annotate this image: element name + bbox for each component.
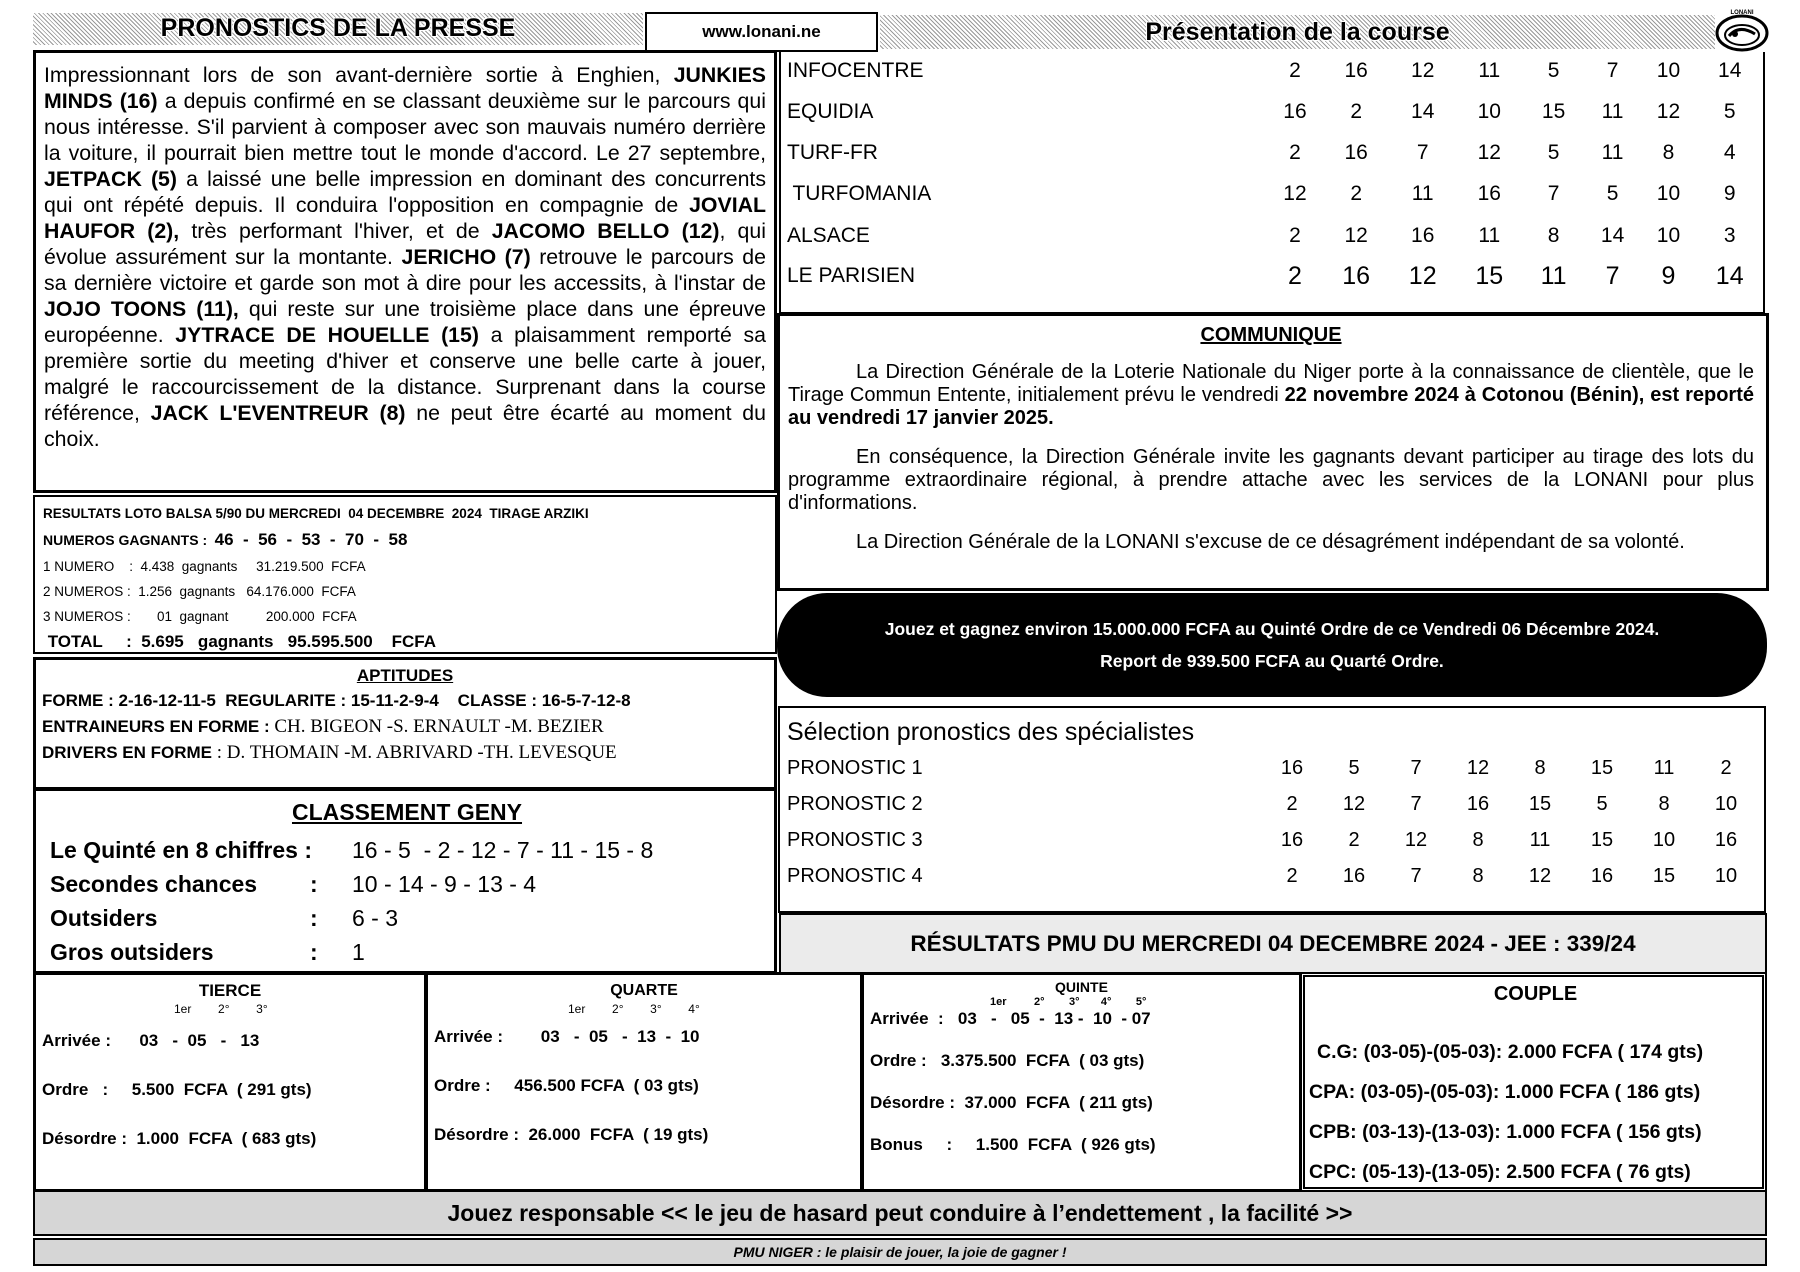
geny-colon: : [310, 871, 318, 897]
selection-row [787, 858, 1757, 894]
tierce-box [33, 972, 427, 1192]
press-number: 5 [1547, 141, 1560, 164]
geny-value: 6 - 3 [352, 905, 399, 931]
geny-row [50, 935, 764, 969]
geny-row [50, 867, 764, 901]
banner-line1: Jouez et gagnez environ 15.000.000 FCFA au Quinté Ordre de ce Vendredi 06 Décembre 2024. [884, 619, 1660, 639]
quarte-box [425, 972, 863, 1192]
pronostic-number: 11 [1653, 756, 1675, 779]
horse-name: JOJO TOONS (11), [44, 297, 239, 321]
slogan-text: PMU NIGER : le plaisir de jouer, la joie de gagner ! [733, 1244, 1067, 1260]
press-text-run: a plaisamment remporté sa première sortie du meeting d'hiver et conserve une belle carte à jouer, malgré le raccourcissement de la distance. Surprenant dans la course référence, [44, 323, 766, 425]
pronostic-label: PRONOSTIC 2 [787, 792, 923, 815]
press-text-run: a depuis confirmé en se classant deuxième sur le parcours qui nous intéresse. S'il parvient à composer avec son mauvais numéro derrière la voiture, il pourrait bien mettre tout le monde d'accord. Le 27 septembre, [44, 89, 766, 165]
pronostic-number: 16 [1280, 828, 1304, 851]
pronostic-number: 8 [1472, 864, 1484, 887]
press-number: 2 [1350, 100, 1362, 123]
press-number: 8 [1547, 224, 1560, 247]
press-number: 2 [1289, 141, 1301, 164]
aptitudes-box [33, 657, 777, 790]
pronostic-label: PRONOSTIC 1 [787, 756, 923, 779]
website-box [645, 12, 878, 52]
geny-title: CLASSEMENT GENY [291, 799, 523, 825]
press-number: 4 [1723, 141, 1736, 164]
press-number: 7 [1416, 141, 1429, 164]
press-number: 5 [1547, 59, 1560, 82]
selection-table [787, 750, 1757, 894]
aptitudes-entraineurs: ENTRAINEURS EN FORME : CH. BIGEON -S. ERNAULT -M. BEZIER [42, 716, 604, 737]
geny-label: Gros outsiders [50, 939, 214, 965]
press-number: 11 [1478, 59, 1501, 82]
pronostic-number: 12 [1528, 864, 1552, 887]
press-number: 7 [1605, 261, 1620, 290]
aptitudes-drivers: DRIVERS EN FORME : D. THOMAIN -M. ABRIVARD -TH. LEVESQUE [42, 742, 617, 763]
press-table-row [781, 134, 1763, 172]
press-number: 2 [1289, 59, 1301, 82]
geny-label: Le Quinté en 8 chiffres : [50, 837, 312, 863]
press-number: 12 [1344, 224, 1368, 247]
geny-label: Secondes chances [50, 871, 258, 897]
press-number: 16 [1344, 141, 1368, 164]
pronostic-number: 5 [1348, 756, 1360, 779]
pronostic-label: PRONOSTIC 4 [787, 864, 923, 887]
horse-name: JYTRACE DE HOUELLE (15) [175, 323, 479, 347]
pmu-title: RÉSULTATS PMU DU MERCREDI 04 DECEMBRE 2024 - JEE : 339/24 [910, 931, 1636, 956]
couple-cg: C.G: (03-05)-(05-03): 2.000 FCFA ( 174 gts) [1317, 1041, 1704, 1063]
geny-value: 1 [352, 939, 365, 965]
lonani-logo [1715, 12, 1769, 52]
aptitudes-title: APTITUDES [356, 666, 454, 685]
press-text-run: a laissé une belle impression en dominant des concurrents qui ont répété depuis. Il conduira l'opposition en compagnie de [44, 167, 766, 217]
pronostic-number: 2 [1348, 828, 1360, 851]
couple-cpa: CPA: (03-05)-(05-03): 1.000 FCFA ( 186 gts) [1309, 1081, 1701, 1103]
quarte-arrivee: Arrivée : 03 - 05 - 13 - 10 [434, 1027, 700, 1046]
press-number: 10 [1656, 182, 1681, 205]
geny-row [50, 833, 764, 867]
horse-name: JACOMO BELLO (12) [491, 219, 720, 243]
loto-line3: 3 NUMEROS : 01 gagnant 200.000 FCFA [43, 609, 357, 624]
press-number: 16 [1477, 182, 1501, 205]
press-table-row [781, 256, 1763, 296]
loto-box [33, 495, 777, 654]
press-number: 5 [1606, 182, 1619, 205]
pronostic-number: 16 [1590, 864, 1614, 887]
course-title: Présentation de la course [1145, 18, 1450, 46]
pmu-title-bar [779, 913, 1767, 974]
slogan-bar [33, 1238, 1767, 1266]
pronostic-number: 15 [1652, 864, 1676, 887]
banner-line2: Report de 939.500 FCFA au Quarté Ordre. [1100, 651, 1444, 671]
press-number: 14 [1715, 261, 1744, 290]
press-number: 2 [1350, 182, 1362, 205]
geny-colon: : [310, 905, 318, 931]
press-source-name: ALSACE [787, 224, 870, 247]
couple-box [1300, 972, 1767, 1192]
press-source-name: INFOCENTRE [787, 59, 924, 82]
pronostic-number: 12 [1466, 756, 1490, 779]
quinte-title: QUINTE [1055, 979, 1108, 995]
press-number: 14 [1411, 100, 1435, 123]
pronostic-number: 7 [1410, 864, 1422, 887]
quinte-box [861, 972, 1302, 1192]
press-number: 16 [1344, 59, 1368, 82]
pronostic-number: 8 [1534, 756, 1546, 779]
horse-name: JACK L'EVENTREUR (8) [150, 401, 406, 425]
pronostic-number: 15 [1590, 828, 1614, 851]
pronostic-number: 10 [1652, 828, 1676, 851]
pronostic-number: 2 [1720, 756, 1732, 779]
jackpot-banner [777, 593, 1767, 697]
press-source-name: EQUIDIA [787, 100, 874, 123]
press-text-run: qui reste sur une troisième place dans une épreuve européenne. [44, 297, 766, 347]
communique-p1: La Direction Générale de la Loterie Nationale du Niger porte à la connaissance de clientèle, que le Tirage Commun Entente, initialement prévu le vendredi 22 novembre 2024 à Cotonou (Bénin), est reporté au vendredi 17 janvier 2025. [788, 361, 1754, 429]
press-number: 16 [1283, 100, 1307, 123]
pronostic-number: 2 [1286, 792, 1298, 815]
tierce-title: TIERCE [198, 981, 262, 1000]
selection-row [787, 786, 1757, 822]
press-text-run: retrouve le parcours de sa dernière victoire et garde son mot à dire pour les accessits, à l'instar de [44, 245, 766, 295]
press-number: 12 [1411, 59, 1435, 82]
quarte-desordre: Désordre : 26.000 FCFA ( 19 gts) [434, 1125, 709, 1144]
pronostic-number: 16 [1714, 828, 1738, 851]
press-number: 12 [1477, 141, 1501, 164]
pronostic-number: 5 [1596, 792, 1608, 815]
aptitudes-forme: FORME : 2-16-12-11-5 REGULARITE : 15-11-2-9-4 CLASSE : 16-5-7-12-8 [42, 691, 631, 710]
press-source-name: TURFOMANIA [787, 182, 932, 205]
horse-name: JETPACK (5) [44, 167, 177, 191]
press-source-name: TURF-FR [787, 141, 878, 164]
press-number: 14 [1600, 224, 1625, 247]
pronostic-number: 16 [1466, 792, 1490, 815]
geny-row [50, 901, 764, 935]
pronostic-number: 12 [1342, 792, 1366, 815]
loto-numbers: NUMEROS GAGNANTS : 46 - 56 - 53 - 70 - 58 [43, 530, 408, 549]
communique-p3: La Direction Générale de la LONANI s'excuse de ce désagrément indépendant de sa volonté. [856, 531, 1685, 553]
pronostic-number: 7 [1410, 792, 1422, 815]
pronostic-number: 10 [1714, 792, 1738, 815]
quinte-places: 1er 2° 3° 4° 5° [990, 996, 1147, 1008]
quinte-bonus: Bonus : 1.500 FCFA ( 926 gts) [870, 1135, 1156, 1154]
press-number: 2 [1287, 261, 1302, 290]
geny-colon: : [310, 939, 318, 965]
pronostic-label: PRONOSTIC 3 [787, 828, 923, 851]
pronostic-number: 8 [1472, 828, 1484, 851]
quinte-desordre: Désordre : 37.000 FCFA ( 211 gts) [870, 1093, 1153, 1112]
geny-rows [50, 833, 764, 969]
pronostic-number: 15 [1590, 756, 1614, 779]
selection-title: Sélection pronostics des spécialistes [787, 718, 1195, 746]
responsible-text: Jouez responsable << le jeu de hasard peut conduire à l’endettement , la facilité >> [447, 1200, 1353, 1226]
press-article [33, 50, 777, 493]
press-number: 7 [1547, 182, 1560, 205]
press-number: 10 [1656, 224, 1681, 247]
geny-box [33, 788, 777, 974]
press-number: 11 [1601, 100, 1624, 123]
press-number: 16 [1411, 224, 1435, 247]
responsible-bar [33, 1190, 1767, 1236]
press-number: 5 [1723, 100, 1736, 123]
pronostic-number: 16 [1280, 756, 1304, 779]
header-right [880, 15, 1715, 49]
press-title: PRONOSTICS DE LA PRESSE [160, 14, 516, 42]
horse-name: JOVIAL HAUFOR (2), [44, 193, 766, 243]
press-number: 12 [1408, 261, 1437, 290]
press-table-row [781, 52, 1763, 90]
press-number: 14 [1718, 59, 1742, 82]
loto-total: TOTAL : 5.695 gagnants 95.595.500 FCFA [43, 632, 437, 651]
press-source-name: LE PARISIEN [787, 264, 915, 287]
pronostic-number: 8 [1658, 792, 1670, 815]
press-text-run: , qui évolue assurément sur la montante. [44, 219, 766, 269]
header-left [33, 13, 643, 45]
press-table-row [781, 172, 1763, 216]
press-number: 9 [1661, 261, 1676, 290]
tierce-ordre: Ordre : 5.500 FCFA ( 291 gts) [42, 1080, 312, 1099]
press-text-run: très performant l'hiver, et de [179, 219, 492, 243]
quinte-ordre: Ordre : 3.375.500 FCFA ( 03 gts) [870, 1051, 1145, 1070]
press-table-row [781, 90, 1763, 134]
pronostic-number: 2 [1286, 864, 1298, 887]
press-table-row [781, 216, 1763, 256]
press-number: 16 [1342, 261, 1371, 290]
quinte-arrivee: Arrivée : 03 - 05 - 13 - 10 - 07 [870, 1009, 1151, 1028]
tierce-places: 1er 2° 3° [174, 1002, 268, 1016]
tierce-desordre: Désordre : 1.000 FCFA ( 683 gts) [42, 1129, 317, 1148]
loto-line2: 2 NUMEROS : 1.256 gagnants 64.176.000 FCFA [43, 584, 356, 599]
horse-name: JUNKIES MINDS (16) [44, 63, 766, 113]
press-number: 3 [1723, 224, 1736, 247]
press-number: 15 [1541, 100, 1566, 123]
press-text [44, 62, 766, 452]
press-text-run: Impressionnant lors de son avant-dernière sortie à Enghien, [44, 63, 674, 87]
selection-box [778, 706, 1766, 913]
press-number: 11 [1601, 141, 1624, 164]
press-number: 8 [1662, 141, 1675, 164]
logo-text: LONANI [1730, 10, 1754, 16]
couple-cpc: CPC: (05-13)-(13-05): 2.500 FCFA ( 76 gts) [1309, 1161, 1691, 1183]
communique-title: COMMUNIQUE [1200, 324, 1342, 346]
pronostic-number: 15 [1528, 792, 1552, 815]
press-number: 2 [1289, 224, 1301, 247]
geny-value: 16 - 5 - 2 - 12 - 7 - 11 - 15 - 8 [352, 837, 654, 863]
communique-p2: En conséquence, la Direction Générale invite les gagnants devant participer au tirage des lots du programme extraordinaire régional, à prendre attache avec les services de la LONANI pour plus d'informations. [788, 446, 1754, 514]
pronostic-number: 7 [1410, 756, 1422, 779]
communique-box [777, 313, 1769, 591]
couple-cpb: CPB: (03-13)-(13-03): 1.000 FCFA ( 156 gts) [1309, 1121, 1702, 1143]
press-text-run: ne peut être écarté au moment du choix. [44, 401, 766, 451]
pronostic-number: 11 [1529, 828, 1551, 851]
quarte-title: QUARTE [610, 982, 678, 999]
couple-title: COUPLE [1493, 983, 1578, 1005]
press-number: 11 [1478, 224, 1501, 247]
horse-name: JERICHO (7) [401, 245, 531, 269]
press-number: 7 [1606, 59, 1619, 82]
press-number: 12 [1283, 182, 1307, 205]
press-number: 12 [1656, 100, 1681, 123]
press-number: 10 [1656, 59, 1681, 82]
press-table-box [779, 52, 1765, 314]
selection-row [787, 822, 1757, 858]
quarte-places: 1er 2° 3° 4° [568, 1002, 700, 1016]
loto-line1: 1 NUMERO : 4.438 gagnants 31.219.500 FCFA [43, 559, 366, 574]
loto-title: RESULTATS LOTO BALSA 5/90 DU MERCREDI 04 DECEMBRE 2024 TIRAGE ARZIKI [43, 506, 589, 521]
press-table [781, 52, 1763, 296]
press-number: 11 [1411, 182, 1434, 205]
pronostic-number: 10 [1714, 864, 1738, 887]
selection-row [787, 750, 1757, 786]
pronostic-number: 16 [1342, 864, 1366, 887]
geny-label: Outsiders [50, 905, 158, 931]
website-link[interactable]: www.lonani.ne [702, 22, 821, 41]
press-number: 15 [1475, 261, 1504, 290]
press-number: 9 [1723, 182, 1736, 205]
pronostic-number: 12 [1404, 828, 1428, 851]
press-number: 11 [1540, 261, 1567, 290]
geny-value: 10 - 14 - 9 - 13 - 4 [352, 871, 537, 897]
tierce-arrivee: Arrivée : 03 - 05 - 13 [42, 1031, 260, 1050]
quarte-ordre: Ordre : 456.500 FCFA ( 03 gts) [434, 1076, 699, 1095]
press-number: 10 [1477, 100, 1501, 123]
